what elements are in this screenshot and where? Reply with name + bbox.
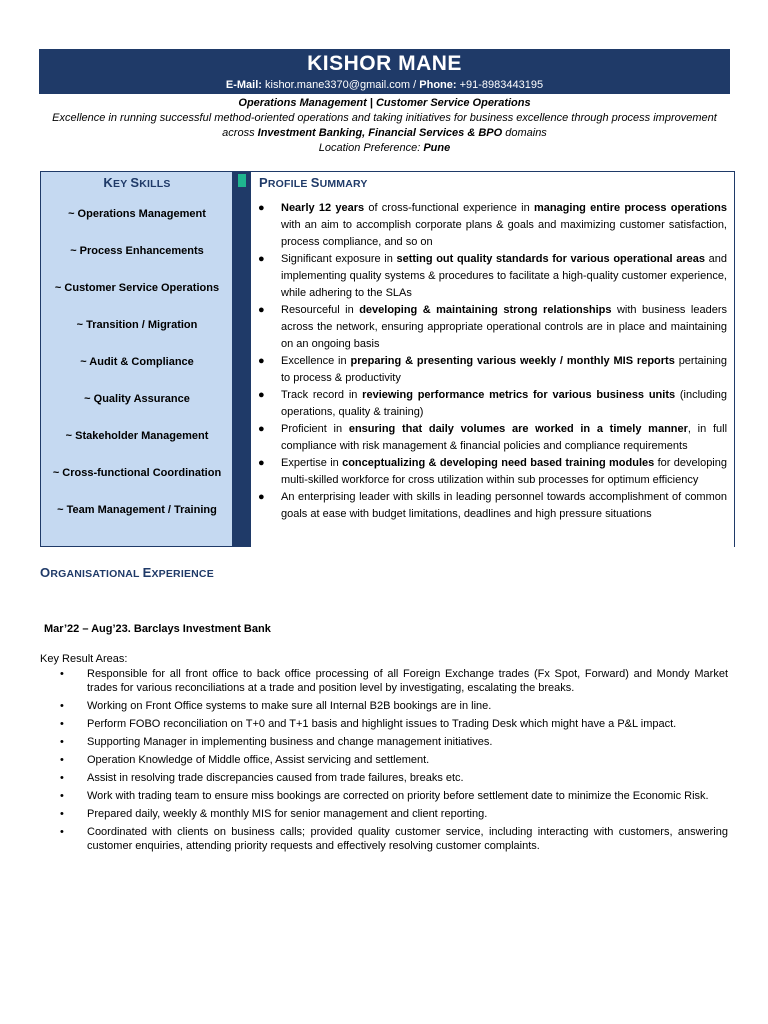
profile-text: and implementing quality systems & procedures to facilitate a high-quality customer experience, while adhering to the SLAs xyxy=(281,253,727,299)
kra-text: Operation Knowledge of Middle office, Assist servicing and settlement. xyxy=(87,754,430,766)
profile-item xyxy=(251,387,727,421)
kra-text: Working on Front Office systems to make sure all Internal B2B bookings are in line. xyxy=(87,700,492,712)
divider-accent xyxy=(238,174,246,187)
profile-summary-panel xyxy=(251,171,735,547)
email-label: E-Mail: xyxy=(225,79,262,91)
profile-item xyxy=(251,302,727,353)
bullet-icon: • xyxy=(60,736,64,748)
key-result-areas-label: Key Result Areas: xyxy=(40,653,128,665)
excellence-domains: Investment Banking, Financial Services & BPO xyxy=(257,127,503,139)
key-skills-heading xyxy=(41,175,233,190)
profile-text: Excellence in xyxy=(281,355,351,367)
profile-text: with business leaders across the network, ensuring appropriate operational controls are in place and maintaining on an ongoing basis xyxy=(281,304,727,350)
heading-rest: XPERIENCE xyxy=(151,568,214,580)
kra-text: Work with trading team to ensure miss bookings are corrected on priority before settlement date to minimize the Economic Risk. xyxy=(87,790,709,802)
profile-item xyxy=(251,455,727,489)
skill-item: ~ Operations Management xyxy=(68,208,206,220)
kra-item xyxy=(40,735,728,749)
profile-item xyxy=(251,200,727,251)
kra-item xyxy=(40,717,728,731)
heading-cap: E xyxy=(142,565,152,580)
profile-item xyxy=(251,353,727,387)
skill-item: ~ Audit & Compliance xyxy=(80,356,194,368)
skill-item: ~ Team Management / Training xyxy=(57,504,217,516)
bullet-icon: ● xyxy=(258,423,265,435)
bullet-icon: ● xyxy=(258,253,265,265)
heading-rest: UMMARY xyxy=(319,178,368,190)
email-address[interactable]: kishor.mane3370@gmail.com xyxy=(265,79,411,91)
profile-highlight: developing & maintaining strong relationships xyxy=(359,304,612,316)
kra-item xyxy=(40,771,728,785)
profile-text: Proficient in xyxy=(281,423,349,435)
bullet-icon: • xyxy=(60,808,64,820)
profile-text: Significant exposure in xyxy=(281,253,397,265)
bullet-icon: • xyxy=(60,772,64,784)
kra-text: Responsible for all front office to back office processing of all Foreign Exchange trades (Fx Spot, Forward) and Mondy Market trades for various reconciliations at a trade and position level by investigating, escalating the breaks. xyxy=(87,668,728,694)
profile-text: of cross-functional experience in xyxy=(364,202,534,214)
profile-text: Track record in xyxy=(281,389,363,401)
bullet-icon: • xyxy=(60,754,64,766)
kra-text: Perform FOBO reconciliation on T+0 and T+1 basis and highlight issues to Trading Desk which might have a P&L impact. xyxy=(87,718,677,730)
skill-item: ~ Cross-functional Coordination xyxy=(52,467,222,479)
profile-highlight: reviewing performance metrics for various business units xyxy=(362,389,676,401)
kra-item xyxy=(40,825,728,853)
bullet-icon: ● xyxy=(258,304,265,316)
profile-text: with an aim to accomplish corporate plans & goals and maximizing customer satisfaction, process compliance, and so on xyxy=(281,219,727,248)
phone-label: Phone: xyxy=(419,79,457,91)
job-title-line: Mar’22 – Aug’23. Barclays Investment Bank xyxy=(44,623,271,635)
profile-text: An enterprising leader with skills in leading personnel towards accomplishment of common goals at ease with budget limitations, deadlines and high pressure situations xyxy=(281,491,727,520)
kra-item xyxy=(40,807,728,821)
phone-number[interactable]: +91-8983443195 xyxy=(459,79,544,91)
heading-rest: EY xyxy=(113,178,131,190)
profile-highlight: setting out quality standards for various operational areas xyxy=(396,253,705,265)
skill-item: ~ Stakeholder Management xyxy=(65,430,209,442)
heading-rest: KILLS xyxy=(139,178,171,190)
kra-item xyxy=(40,789,728,803)
kra-item xyxy=(40,667,728,695)
organisational-experience-heading xyxy=(40,565,214,580)
heading-cap: O xyxy=(40,565,51,580)
location-line xyxy=(39,141,730,156)
profile-text: Resourceful in xyxy=(281,304,360,316)
bullet-icon: • xyxy=(60,826,64,838)
role-line: Operations Management | Customer Service Operations xyxy=(238,97,531,109)
profile-text: (including operations, quality & training) xyxy=(281,389,727,418)
bullet-icon: • xyxy=(60,668,64,680)
profile-highlight: managing entire process operations xyxy=(533,202,727,214)
contact-line xyxy=(39,78,730,92)
excellence-text: Excellence in running successful method-oriented operations and taking initiatives for business excellence through process improvement across xyxy=(52,112,717,139)
profile-highlight: Nearly 12 years xyxy=(281,202,365,214)
profile-item xyxy=(251,251,727,302)
heading-rest: RGANISATIONAL xyxy=(50,568,143,580)
bullet-icon: ● xyxy=(258,202,265,214)
profile-summary-heading xyxy=(259,175,368,190)
bullet-icon: ● xyxy=(258,355,265,367)
kra-text: Prepared daily, weekly & monthly MIS for senior management and client reporting. xyxy=(87,808,488,820)
profile-item xyxy=(251,489,727,523)
candidate-name: KISHOR MANE xyxy=(307,52,462,75)
profile-highlight: conceptualizing & developing need based training modules xyxy=(342,457,655,469)
heading-cap: P xyxy=(259,175,268,190)
heading-cap: K xyxy=(103,175,114,190)
kra-text: Supporting Manager in implementing business and change management initiatives. xyxy=(87,736,493,748)
kra-item xyxy=(40,699,728,713)
profile-summary-list xyxy=(251,200,727,523)
excellence-suffix: domains xyxy=(502,127,547,139)
bullet-icon: ● xyxy=(258,491,265,503)
heading-rest: ROFILE xyxy=(267,178,311,190)
profile-text: , in full compliance with risk management & financial policies and compliance requirements xyxy=(281,423,728,452)
header-bar xyxy=(39,49,730,94)
excellence-line xyxy=(39,111,730,141)
skill-item: ~ Process Enhancements xyxy=(70,245,204,257)
profile-text: for developing multi-skilled workforce for cross utilization within sub processes for optimum efficiency xyxy=(281,457,727,486)
bullet-icon: • xyxy=(60,718,64,730)
contact-separator: / xyxy=(413,79,417,91)
skill-item: ~ Transition / Migration xyxy=(76,319,198,331)
key-result-areas-list xyxy=(40,667,728,857)
location-label: Location Preference: xyxy=(318,142,424,154)
column-divider xyxy=(232,171,251,547)
profile-highlight: ensuring that daily volumes are worked in a timely manner xyxy=(348,423,688,435)
bullet-icon: ● xyxy=(258,389,265,401)
kra-text: Coordinated with clients on business calls; provided quality customer service, including interacting with customers, answering customer enquiries, attending priority requests and effectively resolving customer complaints. xyxy=(87,826,728,852)
skill-item: ~ Customer Service Operations xyxy=(54,282,220,294)
skill-item: ~ Quality Assurance xyxy=(84,393,190,405)
location-value: Pune xyxy=(423,142,451,154)
heading-cap: S xyxy=(310,175,320,190)
profile-highlight: preparing & presenting various weekly / monthly MIS reports xyxy=(350,355,675,367)
bullet-icon: ● xyxy=(258,457,265,469)
profile-text: pertaining to process & productivity xyxy=(281,355,728,384)
bullet-icon: • xyxy=(60,700,64,712)
heading-cap: S xyxy=(130,175,140,190)
tagline xyxy=(39,96,730,156)
profile-text: Expertise in xyxy=(281,457,343,469)
kra-text: Assist in resolving trade discrepancies caused from trade failures, breaks etc. xyxy=(87,772,464,784)
kra-item xyxy=(40,753,728,767)
profile-item xyxy=(251,421,727,455)
bullet-icon: • xyxy=(60,790,64,802)
key-skills-panel xyxy=(40,171,232,547)
